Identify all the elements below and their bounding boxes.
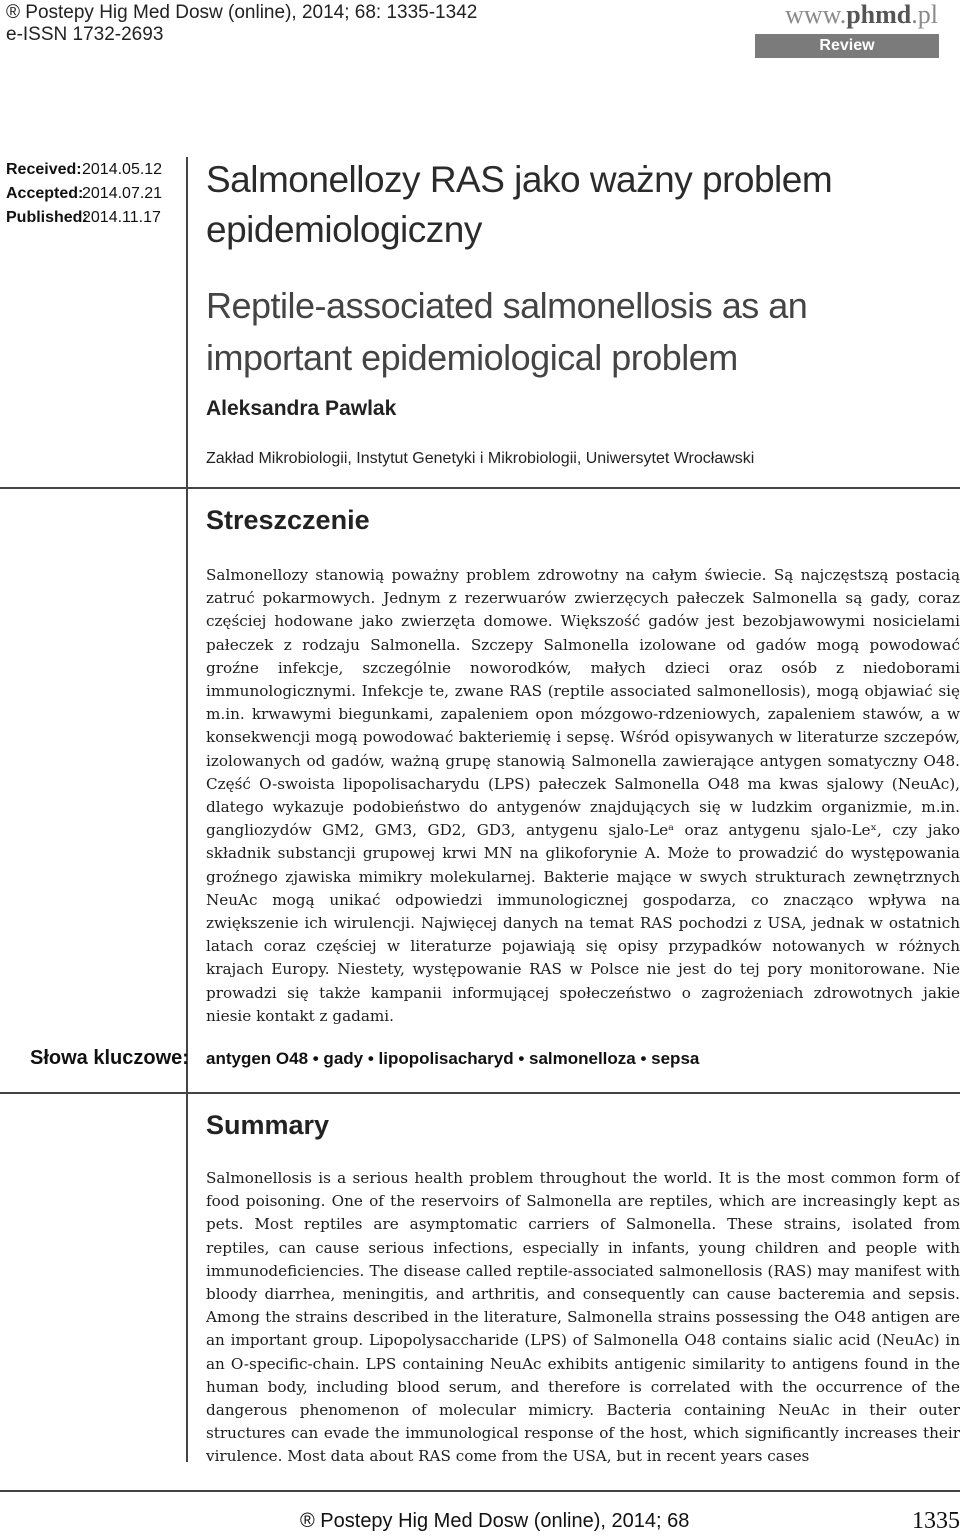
section-divider <box>0 487 960 489</box>
site-url[interactable] <box>785 0 938 30</box>
published-date: 2014.11.17 <box>82 209 161 226</box>
keywords-list: antygen O48 • gady • lipopolisacharyd • salmonelloza • sepsa <box>206 1049 700 1068</box>
keywords-label: Słowa kluczowe: <box>30 1047 189 1069</box>
published-row <box>6 206 162 230</box>
received-label: Received: <box>6 161 82 178</box>
footer-divider <box>0 1490 960 1492</box>
article-type-badge: Review <box>755 34 939 58</box>
journal-header <box>6 2 477 46</box>
author-name: Aleksandra Pawlak <box>206 397 397 420</box>
title-polish: Salmonellozy RAS jako ważny problem epidemiologiczny <box>206 159 833 250</box>
footer-citation: ® Postepy Hig Med Dosw (online), 2014; 68 <box>300 1510 690 1532</box>
abstract-polish: Salmonellozy stanowią poważny problem zdrowotny na całym świecie. Są najczęstszą postacią zatruć pokarmowych. Jednym z rezerwuarów zwierzęcych pałeczek Salmonella są gady, coraz częściej hodowane jako zwierzęta domowe. Większość gadów jest bezobjawowymi nosicielami pałeczek z rodzaju Salmonella. Szczepy Salmonella izolowane od gadów mogą powodować groźne infekcje, szczególnie noworodków, małych dzieci oraz osób z niedoborami immunologicznymi. Infekcje te, zwane RAS (reptile associated salmonellosis), mogą objawiać się m.in. krwawymi biegunkami, zapaleniem opon mózgowo-rdzeniowych, zapaleniem stawów, a w konsekwencji mogą powodować bakteriemię i sepsę. Wśród opisywanych w literaturze szczepów, izolowanych od gadów, ważną grupę stanowią Salmonella zawierające antygen somatyczny O48. Część O-swoista lipopolisacharydu (LPS) pałeczek Salmonella O48 ma kwas sjalowy (NeuAc), dlatego wykazuje podobieństwo do antygenów znajdujących się w ludzkim organizmie, m.in. gangliozydów GM2, GM3, GD2, GD3, antygenu sjalo-Leᵃ oraz antygenu sjalo-Leˣ, czy jako składnik substancji grupowej krwi MN na glikoforynie A. Może to prowadzić do występowania groźnego zjawiska mimikry molekularnej. Bakterie mające w swych strukturach zewnętrznych NeuAc mogą unikać odpowiedzi immunologicznej gospodarza, co znacząco wpływa na zwiększenie ich wirulencji. Najwięcej danych na temat RAS pochodzi z USA, jednak w ostatnich latach coraz częściej w literaturze pojawiają się opisy przypadków notowanych w różnych krajach Europy. Niestety, występowanie RAS w Polsce nie jest do tej pory monitorowane. Nie prowadzi się także kampanii informującej społeczeństwo o zagrożeniach zdrowotnych jakie niesie kontakt z gadami. <box>206 566 960 1025</box>
abstract-heading-polish: Streszczenie <box>206 505 370 535</box>
received-row <box>6 158 162 182</box>
site-suffix: .pl <box>911 0 938 29</box>
author-affiliation: Zakład Mikrobiologii, Instytut Genetyki i Mikrobiologii, Uniwersytet Wrocławski <box>206 450 755 467</box>
abstract-heading-english: Summary <box>206 1110 330 1140</box>
page-number: 1335 <box>912 1508 960 1534</box>
published-label: Published: <box>6 209 88 226</box>
issn-line: e-ISSN 1732-2693 <box>6 24 164 45</box>
vertical-divider <box>186 157 188 1462</box>
received-date: 2014.05.12 <box>82 161 163 178</box>
site-prefix: www. <box>785 0 847 29</box>
site-name: phmd <box>846 0 912 29</box>
accepted-row <box>6 182 162 206</box>
accepted-label: Accepted: <box>6 185 84 202</box>
journal-citation-line: ® Postepy Hig Med Dosw (online), 2014; 68: 1335-1342 <box>6 2 478 23</box>
article-dates <box>6 158 162 230</box>
title-english: Reptile-associated salmonellosis as an important epidemiological problem <box>206 285 808 378</box>
section-divider <box>0 1092 960 1094</box>
accepted-date: 2014.07.21 <box>82 185 163 202</box>
abstract-english: Salmonellosis is a serious health problem throughout the world. It is the most common form of food poisoning. One of the reservoirs of Salmonella are reptiles, which are increasingly kept as pets. Most reptiles are asymptomatic carriers of Salmonella. These strains, isolated from reptiles, can cause serious infections, especially in infants, young children and people with immunodeficiencies. The disease called reptile-associated salmonellosis (RAS) may manifest with bloody diarrhea, meningitis, and arthritis, and consequently can cause bacteremia and sepsis. Among the strains described in the literature, Salmonella strains possessing the O48 antigen are an important group. Lipopolysaccharide (LPS) of Salmonella O48 contains sialic acid (NeuAc) in an O-specific-chain. LPS containing NeuAc exhibits antigenic similarity to antigens found in the human body, including blood serum, and therefore is correlated with the occurrence of the dangerous phenomenon of molecular mimicry. Bacteria containing NeuAc in their outer structures can evade the immunological response of the host, which significantly increases their virulence. Most data about RAS come from the USA, but in recent years cases <box>206 1169 960 1466</box>
